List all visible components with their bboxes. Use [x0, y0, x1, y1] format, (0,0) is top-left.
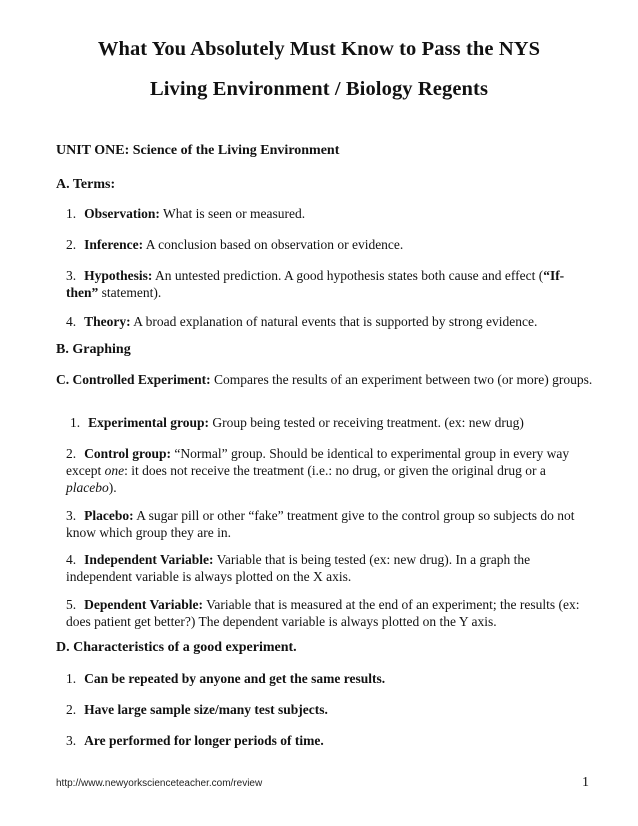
term: Independent Variable:: [84, 552, 214, 567]
item-number: 2.: [66, 702, 77, 717]
section-b-heading: B. Graphing: [56, 342, 131, 357]
term: Theory:: [84, 314, 131, 329]
list-item: [70, 414, 600, 431]
item-number: 3.: [66, 268, 77, 283]
term: Dependent Variable:: [84, 597, 204, 612]
section-c-heading: C. Controlled Experiment:: [56, 372, 211, 387]
definition: : it does not receive the treatment (i.e.: no drug, or given the original drug or a: [124, 463, 546, 478]
list-item: [66, 732, 596, 749]
item-number: 5.: [66, 597, 77, 612]
characteristic: Are performed for longer periods of time.: [84, 733, 324, 748]
definition: “Normal” group. Should be identical to experimental group in every way except: [66, 446, 570, 478]
definition: Compares the results of an experiment between two (or more) groups.: [210, 372, 593, 387]
term: Observation:: [84, 206, 160, 221]
term: Control group:: [84, 446, 172, 461]
term: Hypothesis:: [84, 268, 153, 283]
section-d-heading: D. Characteristics of a good experiment.: [56, 640, 297, 655]
definition: Variable that is measured at the end of an experiment; the results (ex: does patient get better?) The dependent variable is always plotted on the Y axis.: [66, 597, 580, 629]
definition: An untested prediction. A good hypothesis states both cause and effect (: [152, 268, 544, 283]
section-c-paragraph: [56, 371, 596, 388]
list-item: [66, 267, 596, 301]
emphasis: placebo: [66, 480, 109, 495]
list-item: [66, 701, 596, 718]
item-number: 1.: [70, 415, 81, 430]
page-number: 1: [582, 775, 589, 790]
definition: Group being tested or receiving treatment. (ex: new drug): [209, 415, 524, 430]
definition: A conclusion based on observation or evidence.: [143, 237, 404, 252]
list-item: [66, 551, 596, 585]
list-item: [66, 205, 596, 222]
list-item: [66, 596, 596, 630]
characteristic: Can be repeated by anyone and get the same results.: [84, 671, 386, 686]
term: Inference:: [84, 237, 144, 252]
item-number: 3.: [66, 733, 77, 748]
item-number: 1.: [66, 206, 77, 221]
definition: What is seen or measured.: [159, 206, 306, 221]
list-item: [66, 670, 596, 687]
term: Experimental group:: [88, 415, 209, 430]
list-item: [66, 236, 596, 253]
item-number: 3.: [66, 508, 77, 523]
title-line-1: What You Absolutely Must Know to Pass the NYS: [97, 38, 541, 60]
item-number: 4.: [66, 552, 77, 567]
definition: ).: [108, 480, 117, 495]
list-item: [66, 507, 596, 541]
section-a-heading: A. Terms:: [56, 177, 116, 192]
item-number: 2.: [66, 237, 77, 252]
item-number: 2.: [66, 446, 77, 461]
definition: A broad explanation of natural events that is supported by strong evidence.: [130, 314, 538, 329]
footer-url-link[interactable]: http://www.newyorkscienceteacher.com/review: [56, 778, 263, 789]
characteristic: Have large sample size/many test subjects.: [84, 702, 328, 717]
definition: statement).: [98, 285, 162, 300]
definition: A sugar pill or other “fake” treatment give to the control group so subjects do not know which group they are in.: [66, 508, 575, 540]
item-number: 4.: [66, 314, 77, 329]
item-number: 1.: [66, 671, 77, 686]
title-line-2: Living Environment / Biology Regents: [149, 78, 489, 100]
definition: Variable that is being tested (ex: new drug). In a graph the independent variable is always plotted on the X axis.: [66, 552, 531, 584]
emphasis: one: [104, 463, 125, 478]
term: Placebo:: [84, 508, 134, 523]
list-item: [66, 445, 596, 496]
list-item: [66, 313, 596, 330]
term: “If-then”: [66, 268, 565, 300]
unit-heading: UNIT ONE: Science of the Living Environment: [56, 143, 340, 158]
